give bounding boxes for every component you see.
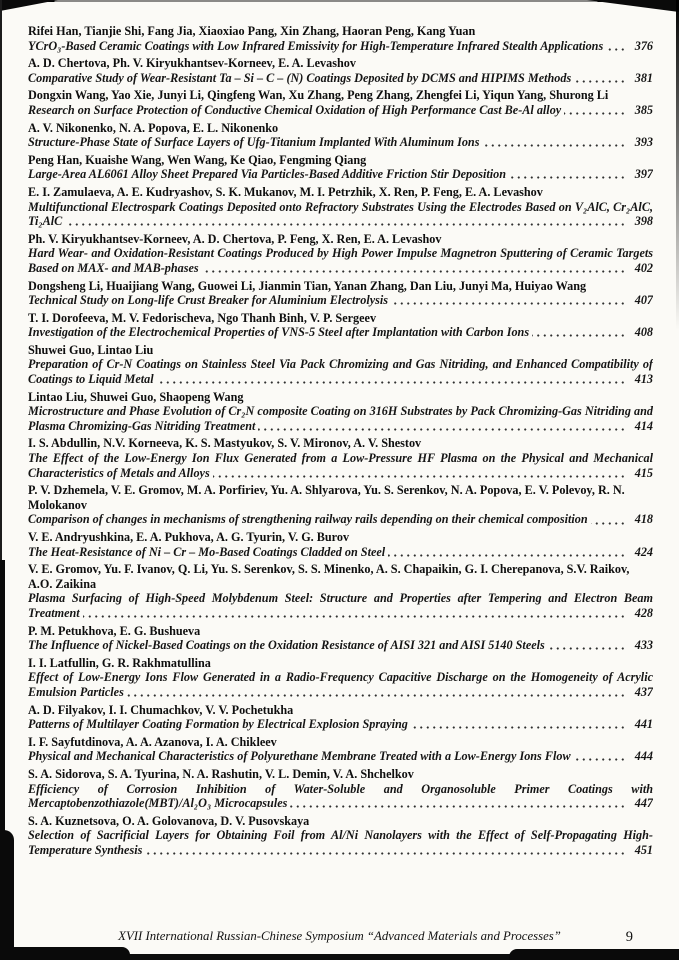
entry-title-line xyxy=(28,246,653,275)
entry-title: Plasma Surfacing of High-Speed Molybdenum Steel: Structure and Properties after Tempering and Electron Beam Treatment xyxy=(28,591,653,620)
scan-artifact-top-edge xyxy=(0,0,679,2)
entry-title: Preparation of Cr-N Coatings on Stainless Steel Via Pack Chromizing and Gas Nitriding, and Enhanced Compatibility of Coatings to Liquid Metal xyxy=(28,357,653,387)
entry-page-number: 424 xyxy=(627,545,653,560)
entry-title: YCrO₃-Based Ceramic Coatings with Low Infrared Emissivity for High-Temperature Infrared Stealth Applications xyxy=(28,39,606,53)
entry-title: The Influence of Nickel-Based Coatings on the Oxidation Resistance of AISI 321 and AISI 5140 Steels xyxy=(28,638,548,652)
entry-title-line xyxy=(28,71,653,86)
entry-authors: S. A. Sidorova, S. A. Tyurina, N. A. Rashutin, V. L. Demin, V. A. Shchelkov xyxy=(28,766,414,781)
entry-title-line xyxy=(28,717,653,732)
entry-title: Patterns of Multilayer Coating Formation by Electrical Explosion Spraying xyxy=(28,717,411,731)
entry-title-line xyxy=(28,404,653,433)
entry-page-number: 397 xyxy=(627,167,653,182)
toc-entry xyxy=(28,530,653,559)
entry-title-line xyxy=(28,828,653,857)
entry-title-line xyxy=(28,782,653,811)
entry-page-number: 385 xyxy=(627,103,653,118)
toc-entry xyxy=(28,735,653,764)
entry-title: Structure-Phase State of Surface Layers of Ufg-Titanium Implanted With Aluminum Ions xyxy=(28,135,482,149)
entry-page-number: 376 xyxy=(627,39,653,54)
entry-title-line xyxy=(28,167,653,182)
entry-page-number: 433 xyxy=(627,638,653,653)
entry-title-line xyxy=(28,200,653,229)
entry-authors: A. D. Filyakov, I. I. Chumachkov, V. V. Pochetukha xyxy=(28,702,294,717)
entry-title-line xyxy=(28,749,653,764)
entry-authors: E. I. Zamulaeva, A. E. Kudryashov, S. K. Mukanov, M. I. Petrzhik, X. Ren, P. Feng, E. A. Levashov xyxy=(28,184,543,199)
toc-entry xyxy=(28,814,653,858)
toc-entry xyxy=(28,185,653,229)
entry-title: Multifunctional Electrospark Coatings Deposited onto Refractory Substrates Using the Electrodes Based on V₂AlC, Cr₂AlC, Ti₂AlC xyxy=(28,199,653,229)
toc-entry xyxy=(28,703,653,732)
entry-authors: V. E. Gromov, Yu. F. Ivanov, Q. Li, Yu. S. Serenkov, S. S. Minenko, A. S. Chapaikin, G. I. Cherepanova, S.V. Raikov, A.O. Zaikina xyxy=(28,562,630,591)
entry-title: Hard Wear- and Oxidation-Resistant Coatings Produced by High Power Impulse Magnetron Sputtering of Ceramic Targets Based on MAX- and MAB-phases xyxy=(28,246,653,275)
entry-page-number: 402 xyxy=(627,261,653,276)
entry-title: Research on Surface Protection of Conductive Chemical Oxidation of High Performance Cast Be-Al alloy xyxy=(28,103,564,117)
entry-page-number: 428 xyxy=(627,606,653,621)
entry-title-line xyxy=(28,545,653,560)
entry-page-number: 451 xyxy=(627,843,653,858)
entry-title: The Heat-Resistance of Ni – Cr – Mo-Based Coatings Cladded on Steel xyxy=(28,545,388,559)
entry-page-number: 447 xyxy=(627,796,653,811)
entry-title-line xyxy=(28,451,653,480)
entry-page-number: 418 xyxy=(627,512,653,527)
entry-title-line xyxy=(28,591,653,620)
entry-page-number: 398 xyxy=(627,214,653,229)
page-footer xyxy=(0,929,679,944)
entry-page-number: 408 xyxy=(627,325,653,340)
entry-authors: I. F. Sayfutdinova, A. A. Azanova, I. A. Chikleev xyxy=(28,734,277,749)
entry-title-line xyxy=(28,325,653,340)
table-of-contents xyxy=(28,24,653,857)
entry-authors: V. E. Andryushkina, E. A. Pukhova, A. G. Tyurin, V. G. Burov xyxy=(28,530,350,544)
toc-entry xyxy=(28,153,653,182)
entry-page-number: 415 xyxy=(627,466,653,481)
entry-page-number: 407 xyxy=(627,293,653,308)
toc-entry xyxy=(28,656,653,700)
toc-entry xyxy=(28,121,653,150)
toc-entry xyxy=(28,562,653,620)
entry-title: Physical and Mechanical Characteristics of Polyurethane Membrane Treated with a Low-Energy Ions Flow xyxy=(28,749,574,763)
entry-page-number: 381 xyxy=(627,71,653,86)
entry-authors: A. D. Chertova, Ph. V. Kiryukhantsev-Korneev, E. A. Levashov xyxy=(28,56,356,71)
entry-authors: Dongsheng Li, Huaijiang Wang, Guowei Li, Jianmin Tian, Yanan Zhang, Dan Liu, Junyi Ma, Huiyao Wang xyxy=(28,278,587,293)
entry-title: Selection of Sacrificial Layers for Obtaining Foil from Al/Ni Nanolayers with the Effect of Self-Propagating High-Temperature Synthesis xyxy=(28,828,653,857)
entry-title-line xyxy=(28,135,653,150)
entry-page-number: 437 xyxy=(627,685,653,700)
scan-artifact-bottom-right xyxy=(509,949,679,960)
entry-authors: Dongxin Wang, Yao Xie, Junyi Li, Qingfeng Wan, Xu Zhang, Peng Zhang, Zhengfei Li, Yiqun Yang, Shurong Li xyxy=(28,88,609,103)
entry-title: Investigation of the Electrochemical Properties of VNS-5 Steel after Implantation with Carbon Ions xyxy=(28,325,532,339)
entry-title: The Effect of the Low-Energy Ion Flux Generated from a Low-Pressure HF Plasma on the Physical and Mechanical Characteristics of Metals and Alloys xyxy=(28,451,653,480)
entry-authors: P. M. Petukhova, E. G. Bushueva xyxy=(28,623,201,638)
entry-authors: Peng Han, Kuaishe Wang, Wen Wang, Ke Qiao, Fengming Qiang xyxy=(28,152,367,167)
entry-title-line xyxy=(28,103,653,118)
entry-page-number: 414 xyxy=(627,419,653,434)
entry-title: Comparative Study of Wear-Resistant Ta – Si – C – (N) Coatings Deposited by DCMS and HIPIMS Methods xyxy=(28,71,574,85)
entry-title: Effect of Low-Energy Ions Flow Generated in a Radio-Frequency Capacitive Discharge on the Homogeneity of Acrylic Emulsion Particles xyxy=(28,670,653,699)
entry-authors: Lintao Liu, Shuwei Guo, Shaopeng Wang xyxy=(28,389,244,404)
entry-title-line xyxy=(28,357,653,386)
toc-entry xyxy=(28,624,653,653)
entry-authors: Rifei Han, Tianjie Shi, Fang Jia, Xiaoxiao Pang, Xin Zhang, Haoran Peng, Kang Yuan xyxy=(28,24,476,38)
entry-title: Comparison of changes in mechanisms of strengthening railway rails depending on their chemical composition xyxy=(28,512,591,526)
entry-title: Microstructure and Phase Evolution of Cr₂N composite Coating on 316H Substrates by Pack Chromizing-Gas Nitriding and Plasma Chromizing-Gas Nitriding Treatment xyxy=(28,404,653,433)
toc-entry xyxy=(28,279,653,308)
toc-entry xyxy=(28,88,653,117)
toc-entry xyxy=(28,436,653,480)
entry-authors: Ph. V. Kiryukhantsev-Korneev, A. D. Chertova, P. Feng, X. Ren, E. A. Levashov xyxy=(28,231,442,246)
toc-entry xyxy=(28,24,653,53)
entry-title-line xyxy=(28,39,653,54)
entry-authors: I. I. Latfullin, G. R. Rakhmatullina xyxy=(28,655,211,670)
scan-artifact-left-blob xyxy=(0,830,14,960)
entry-title-line xyxy=(28,638,653,653)
entry-title: Efficiency of Corrosion Inhibition of Water-Soluble and Organosoluble Primer Coatings with Mercaptobenzothiazole(MBT)/Al₂O₃ Microcapsules xyxy=(28,781,653,811)
entry-title-line xyxy=(28,512,653,527)
toc-entry xyxy=(28,767,653,811)
entry-authors: A. V. Nikonenko, N. A. Popova, E. L. Nikonenko xyxy=(28,120,279,135)
footer-symposium-title: XVII International Russian-Chinese Symposium “Advanced Materials and Processes” xyxy=(118,929,561,943)
toc-entry xyxy=(28,232,653,276)
toc-entry xyxy=(28,311,653,340)
entry-page-number: 413 xyxy=(627,372,653,387)
entry-title-line xyxy=(28,293,653,308)
entry-title: Large-Area AL6061 Alloy Sheet Prepared Via Particles-Based Additive Friction Stir Deposition xyxy=(28,167,509,181)
entry-page-number: 393 xyxy=(627,135,653,150)
entry-page-number: 444 xyxy=(627,749,653,764)
entry-page-number: 441 xyxy=(627,717,653,732)
toc-entry xyxy=(28,343,653,387)
toc-entry xyxy=(28,483,653,527)
entry-authors: T. I. Dorofeeva, M. V. Fedorischeva, Ngo Thanh Binh, V. P. Sergeev xyxy=(28,310,377,325)
entry-authors: P. V. Dzhemela, V. E. Gromov, M. A. Porfiriev, Yu. A. Shlyarova, Yu. S. Serenkov, N. A. Popova, E. V. Polevoy, R. N. Molokanov xyxy=(28,483,625,512)
toc-entry xyxy=(28,390,653,434)
entry-title-line xyxy=(28,670,653,699)
entry-title: Technical Study on Long-life Crust Breaker for Aluminium Electrolysis xyxy=(28,293,391,307)
entry-authors: Shuwei Guo, Lintao Liu xyxy=(28,342,154,357)
entry-authors: S. A. Kuznetsova, O. A. Golovanova, D. V. Pusovskaya xyxy=(28,813,310,828)
footer-page-number: 9 xyxy=(625,929,633,945)
scan-artifact-bottom-left xyxy=(0,947,130,960)
toc-entry xyxy=(28,56,653,85)
entry-authors: I. S. Abdullin, N.V. Korneeva, K. S. Mastyukov, S. V. Mironov, A. V. Shestov xyxy=(28,436,422,451)
